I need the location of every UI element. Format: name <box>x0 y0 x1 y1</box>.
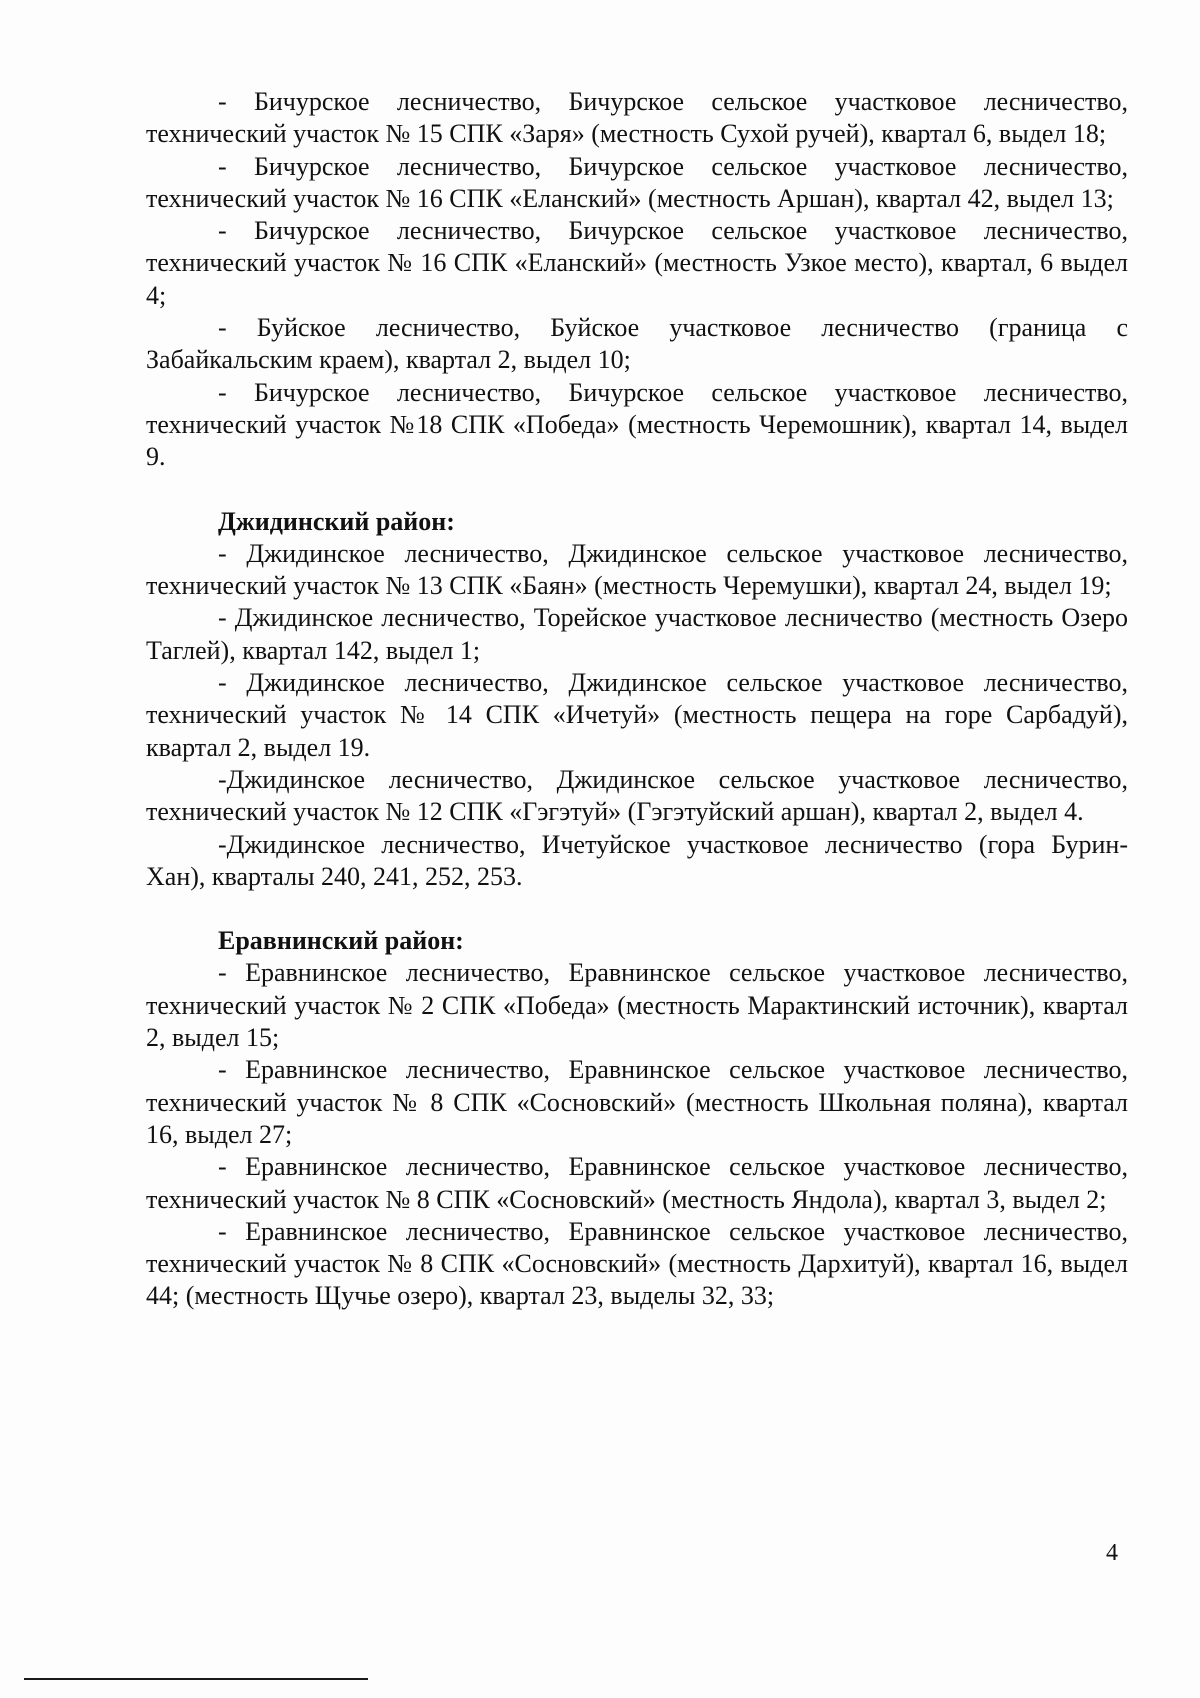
list-item: - Буйское лесничество, Буйское участковое лесничество (граница с Забайкальским краем), квартал 2, выдел 10; <box>146 313 1128 375</box>
page-number: 4 <box>1106 1540 1118 1566</box>
list-item: -Джидинское лесничество, Джидинское сельское участковое лесничество, технический участок № 12 СПК «Гэгэтуй» (Гэгэтуйский аршан), квартал 2, выдел 4. <box>146 764 1128 827</box>
list-item: - Бичурское лесничество, Бичурское сельское участковое лесничество, технический участок № 16 СПК «Еланский» (местность Узкое место), квартал, 6 выдел 4; <box>146 216 1128 310</box>
list-item: - Бичурское лесничество, Бичурское сельское участковое лесничество, технический участок №18 СПК «Победа» (местность Черемошник), квартал 14, выдел 9. <box>146 377 1128 472</box>
list-item: - Джидинское лесничество, Джидинское сельское участковое лесничество, технический участок № 13 СПК «Баян» (местность Черемушки), квартал 24, выдел 19; <box>146 538 1128 601</box>
list-item: - Бичурское лесничество, Бичурское сельское участковое лесничество, технический участок № 16 СПК «Еланский» (местность Аршан), квартал 42, выдел 13; <box>146 151 1128 213</box>
list-item: - Бичурское лесничество, Бичурское сельское участковое лесничество, технический участок № 15 СПК «Заря» (местность Сухой ручей), квартал 6, выдел 18; <box>146 87 1128 149</box>
list-item: - Еравнинское лесничество, Еравнинское сельское участковое лесничество, технический участок № 8 СПК «Сосновский» (местность Школьная поляна), квартал 16, выдел 27; <box>146 1055 1128 1149</box>
list-item: - Еравнинское лесничество, Еравнинское сельское участковое лесничество, технический участок № 2 СПК «Победа» (местность Марактинский источник), квартал 2, выдел 15; <box>146 958 1128 1053</box>
footer-rule <box>24 1678 368 1680</box>
section-eravninsky <box>146 925 1128 1313</box>
list-item: - Еравнинское лесничество, Еравнинское сельское участковое лесничество, технический участок № 8 СПК «Сосновский» (местность Яндола), квартал 3, выдел 2; <box>146 1152 1128 1214</box>
list-item: - Джидинское лесничество, Торейское участковое лесничество (местность Озеро Таглей), квартал 142, выдел 1; <box>146 603 1128 665</box>
section-heading: Джидинский район: <box>218 506 455 536</box>
section-bichursky-continuation <box>146 86 1128 474</box>
list-item: - Еравнинское лесничество, Еравнинское сельское участковое лесничество, технический участок № 8 СПК «Сосновский» (местность Дархитуй), квартал 16, выдел 44; (местность Щучье озеро), квартал 23, выделы 32, 33; <box>146 1216 1128 1311</box>
section-heading: Еравнинский район: <box>218 926 464 956</box>
section-dzhidinsky <box>146 506 1128 894</box>
document-body <box>146 86 1128 1313</box>
list-item: - Джидинское лесничество, Джидинское сельское участковое лесничество, технический участок № 14 СПК «Ичетуй» (местность пещера на горе Сарбадуй), квартал 2, выдел 19. <box>146 668 1128 762</box>
list-item: -Джидинское лесничество, Ичетуйское участковое лесничество (гора Бурин-Хан), кварталы 240, 241, 252, 253. <box>146 829 1128 891</box>
